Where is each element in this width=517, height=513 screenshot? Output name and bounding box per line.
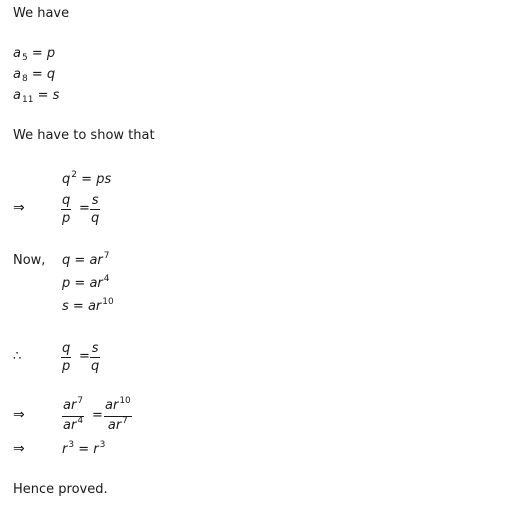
to-show-text: We have to show that xyxy=(13,128,155,143)
now-p-eq: = xyxy=(74,276,86,291)
fraction-s-over-q-1 xyxy=(90,193,100,226)
now-label: Now, xyxy=(13,253,46,268)
equals-sign-1: = xyxy=(79,201,90,216)
intro-text: We have xyxy=(13,6,70,21)
goal-lhs-base: q xyxy=(62,172,71,187)
frac-num-exp: 7 xyxy=(77,396,84,406)
given-a11 xyxy=(13,88,59,105)
now-q-exp: 7 xyxy=(103,251,110,261)
final-rhs: r xyxy=(93,442,99,457)
goal-equation xyxy=(62,172,111,189)
frac-num xyxy=(104,398,132,415)
now-p-lhs: p xyxy=(62,276,71,291)
given-a8-var: a xyxy=(13,67,21,82)
conclusion-text: Hence proved. xyxy=(13,482,108,497)
given-a8 xyxy=(13,67,55,84)
frac-den: p xyxy=(62,211,71,226)
final-lhs-exp: 3 xyxy=(68,440,75,450)
frac-bar xyxy=(90,357,100,358)
now-s-lhs: s xyxy=(62,299,69,314)
now-line-p xyxy=(62,276,110,293)
frac-bar xyxy=(90,209,100,210)
now-p-exp: 4 xyxy=(103,274,110,284)
frac-num-base: ar xyxy=(105,398,119,413)
fraction-ar7-over-ar4 xyxy=(62,398,84,435)
implies-symbol-1: ⇒ xyxy=(13,200,25,216)
frac-bar xyxy=(61,357,71,358)
now-q-lhs: q xyxy=(62,253,71,268)
given-a5-eq: = xyxy=(31,46,43,61)
given-a11-sub: 11 xyxy=(21,95,34,105)
frac-num: q xyxy=(62,193,71,208)
goal-eq: = xyxy=(81,172,93,187)
frac-num: s xyxy=(91,193,99,208)
equals-sign-3: = xyxy=(92,408,103,423)
now-q-rhs: ar xyxy=(89,253,103,268)
given-a8-sub: 8 xyxy=(21,74,28,84)
fraction-q-over-p-1 xyxy=(61,193,71,226)
frac-den xyxy=(107,418,129,435)
given-a5-sub: 5 xyxy=(21,53,28,63)
now-line-q xyxy=(62,253,110,270)
now-line-s xyxy=(62,299,114,316)
final-rhs-exp: 3 xyxy=(99,440,106,450)
now-q-eq: = xyxy=(74,253,86,268)
fraction-s-over-q-2 xyxy=(90,341,100,374)
given-a5-val: p xyxy=(46,46,56,61)
therefore-symbol: ∴ xyxy=(13,349,22,364)
frac-den-base: ar xyxy=(63,418,77,433)
frac-num: s xyxy=(91,341,99,356)
frac-num-base: ar xyxy=(63,398,77,413)
frac-den xyxy=(62,418,84,435)
implies-symbol-3: ⇒ xyxy=(13,441,25,457)
given-a5 xyxy=(13,46,55,63)
frac-num-exp: 10 xyxy=(119,396,131,406)
implies-symbol-2: ⇒ xyxy=(13,407,25,423)
frac-num xyxy=(62,398,84,415)
frac-num: q xyxy=(62,341,71,356)
frac-bar xyxy=(61,209,71,210)
goal-rhs: ps xyxy=(96,172,112,187)
goal-lhs-exp: 2 xyxy=(71,170,77,180)
frac-den-exp: 7 xyxy=(122,416,128,426)
now-s-rhs: ar xyxy=(87,299,102,314)
given-a11-val: s xyxy=(52,88,60,103)
frac-den-base: ar xyxy=(107,418,122,433)
given-a11-var: a xyxy=(13,88,21,103)
fraction-q-over-p-2 xyxy=(61,341,71,374)
now-s-exp: 10 xyxy=(102,297,114,307)
fraction-ar10-over-ar7 xyxy=(104,398,132,435)
given-a8-eq: = xyxy=(31,67,43,82)
final-equation xyxy=(62,442,105,459)
frac-den-exp: 4 xyxy=(77,416,84,426)
final-lhs: r xyxy=(62,442,68,457)
given-a5-var: a xyxy=(13,46,21,61)
final-eq: = xyxy=(78,442,90,457)
equals-sign-2: = xyxy=(79,349,90,364)
now-p-rhs: ar xyxy=(89,276,103,291)
now-s-eq: = xyxy=(72,299,84,314)
given-a8-val: q xyxy=(46,67,56,82)
frac-den: q xyxy=(91,211,100,226)
frac-den: p xyxy=(62,359,71,374)
given-a11-eq: = xyxy=(37,88,49,103)
frac-den: q xyxy=(91,359,100,374)
